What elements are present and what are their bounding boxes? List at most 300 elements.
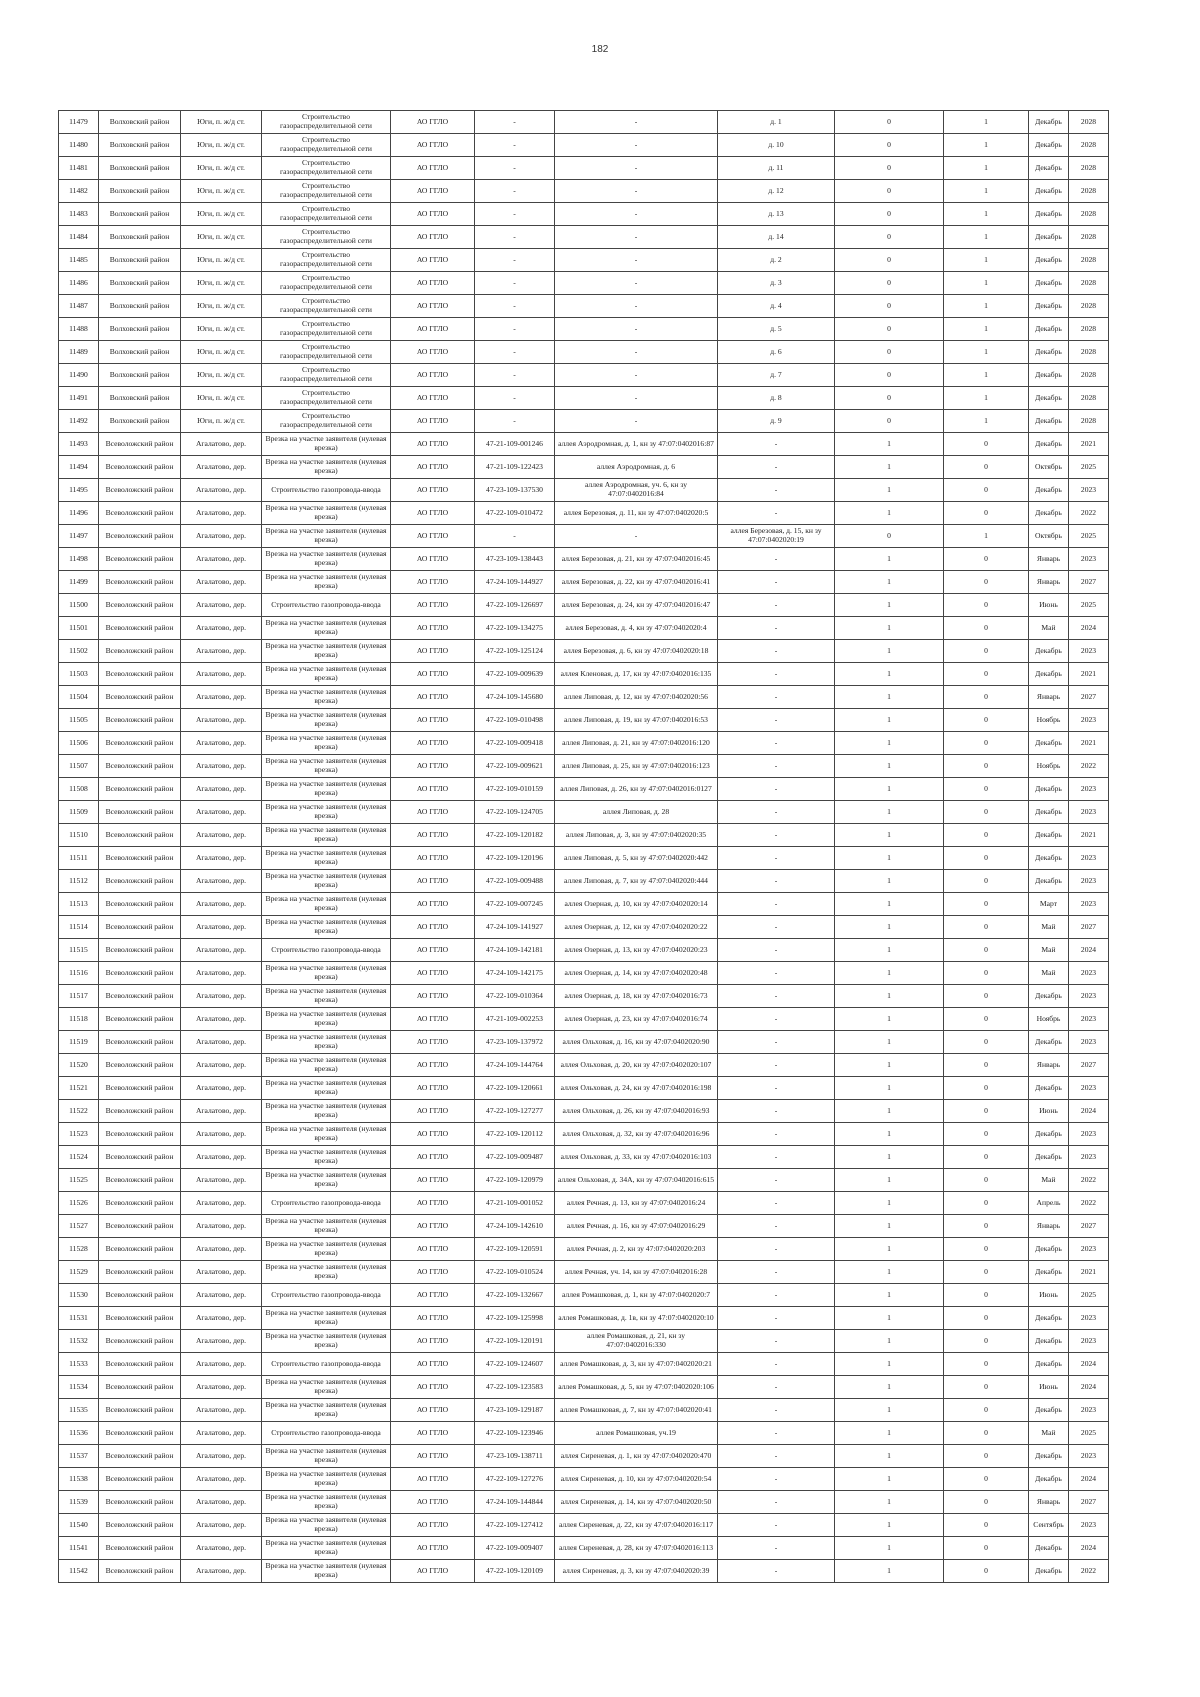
count-b-cell: 1	[944, 410, 1029, 433]
count-b-cell: 0	[944, 617, 1029, 640]
address-cell: аллея Березовая, д. 11, кн зу 47:07:0402020:5	[555, 502, 718, 525]
year-cell: 2023	[1069, 847, 1109, 870]
month-cell: Декабрь	[1029, 134, 1069, 157]
district-cell: Всеволожский район	[99, 1537, 181, 1560]
table-row	[59, 1514, 1109, 1537]
organization-cell: АО ГГЛО	[391, 525, 475, 548]
table-row	[59, 1399, 1109, 1422]
count-b-cell: 0	[944, 1192, 1029, 1215]
settlement-cell: Агалатово, дер.	[181, 1353, 262, 1376]
contract-number-cell: 47-24-109-142610	[475, 1215, 555, 1238]
contract-number-cell: 47-22-109-134275	[475, 617, 555, 640]
district-cell: Всеволожский район	[99, 1284, 181, 1307]
district-cell: Всеволожский район	[99, 1514, 181, 1537]
object-address-cell: -	[718, 1491, 835, 1514]
count-a-cell: 0	[835, 295, 944, 318]
organization-cell: АО ГГЛО	[391, 249, 475, 272]
organization-cell: АО ГГЛО	[391, 594, 475, 617]
year-cell: 2021	[1069, 433, 1109, 456]
work-type-cell: Строительство газопровода-ввода	[262, 1192, 391, 1215]
contract-number-cell: 47-23-109-129187	[475, 1399, 555, 1422]
contract-number-cell: 47-21-109-001246	[475, 433, 555, 456]
address-cell: аллея Ольховая, д. 34А, кн зу 47:07:0402016:615	[555, 1169, 718, 1192]
row-number-cell: 11542	[59, 1560, 99, 1583]
settlement-cell: Агалатово, дер.	[181, 525, 262, 548]
district-cell: Всеволожский район	[99, 1169, 181, 1192]
settlement-cell: Юги, п. ж/д ст.	[181, 157, 262, 180]
work-type-cell: Строительство газораспределительной сети	[262, 203, 391, 226]
year-cell: 2028	[1069, 387, 1109, 410]
contract-number-cell: 47-22-109-009487	[475, 1146, 555, 1169]
settlement-cell: Агалатово, дер.	[181, 686, 262, 709]
address-cell: аллея Липовая, д. 19, кн зу 47:07:0402016:53	[555, 709, 718, 732]
object-address-cell: -	[718, 479, 835, 502]
organization-cell: АО ГГЛО	[391, 1468, 475, 1491]
year-cell: 2025	[1069, 525, 1109, 548]
year-cell: 2023	[1069, 1330, 1109, 1353]
table-row	[59, 1215, 1109, 1238]
district-cell: Всеволожский район	[99, 755, 181, 778]
contract-number-cell: -	[475, 364, 555, 387]
settlement-cell: Агалатово, дер.	[181, 1100, 262, 1123]
settlement-cell: Юги, п. ж/д ст.	[181, 341, 262, 364]
row-number-cell: 11524	[59, 1146, 99, 1169]
work-type-cell: Врезка на участке заявителя (нулевая врезка)	[262, 456, 391, 479]
table-row	[59, 249, 1109, 272]
settlement-cell: Агалатово, дер.	[181, 732, 262, 755]
object-address-cell: д. 12	[718, 180, 835, 203]
work-type-cell: Врезка на участке заявителя (нулевая врезка)	[262, 893, 391, 916]
count-a-cell: 1	[835, 502, 944, 525]
table-row	[59, 1261, 1109, 1284]
organization-cell: АО ГГЛО	[391, 1123, 475, 1146]
district-cell: Всеволожский район	[99, 502, 181, 525]
work-type-cell: Врезка на участке заявителя (нулевая врезка)	[262, 870, 391, 893]
row-number-cell: 11531	[59, 1307, 99, 1330]
organization-cell: АО ГГЛО	[391, 180, 475, 203]
table-row	[59, 870, 1109, 893]
row-number-cell: 11516	[59, 962, 99, 985]
contract-number-cell: -	[475, 157, 555, 180]
month-cell: Ноябрь	[1029, 755, 1069, 778]
settlement-cell: Агалатово, дер.	[181, 1215, 262, 1238]
year-cell: 2024	[1069, 617, 1109, 640]
organization-cell: АО ГГЛО	[391, 801, 475, 824]
organization-cell: АО ГГЛО	[391, 1330, 475, 1353]
count-b-cell: 0	[944, 847, 1029, 870]
settlement-cell: Юги, п. ж/д ст.	[181, 295, 262, 318]
row-number-cell: 11506	[59, 732, 99, 755]
table-row	[59, 801, 1109, 824]
address-cell: -	[555, 341, 718, 364]
settlement-cell: Агалатово, дер.	[181, 479, 262, 502]
object-address-cell: -	[718, 824, 835, 847]
district-cell: Всеволожский район	[99, 663, 181, 686]
district-cell: Всеволожский район	[99, 801, 181, 824]
organization-cell: АО ГГЛО	[391, 226, 475, 249]
organization-cell: АО ГГЛО	[391, 134, 475, 157]
count-a-cell: 0	[835, 134, 944, 157]
table-row	[59, 502, 1109, 525]
month-cell: Январь	[1029, 548, 1069, 571]
settlement-cell: Агалатово, дер.	[181, 962, 262, 985]
year-cell: 2028	[1069, 295, 1109, 318]
organization-cell: АО ГГЛО	[391, 295, 475, 318]
count-b-cell: 0	[944, 1468, 1029, 1491]
settlement-cell: Агалатово, дер.	[181, 1284, 262, 1307]
year-cell: 2027	[1069, 686, 1109, 709]
month-cell: Июнь	[1029, 1100, 1069, 1123]
work-type-cell: Врезка на участке заявителя (нулевая врезка)	[262, 962, 391, 985]
table-row	[59, 1330, 1109, 1353]
district-cell: Всеволожский район	[99, 433, 181, 456]
contract-number-cell: 47-21-109-001052	[475, 1192, 555, 1215]
year-cell: 2023	[1069, 1514, 1109, 1537]
count-b-cell: 0	[944, 456, 1029, 479]
month-cell: Октябрь	[1029, 525, 1069, 548]
settlement-cell: Агалатово, дер.	[181, 1468, 262, 1491]
work-type-cell: Врезка на участке заявителя (нулевая врезка)	[262, 1376, 391, 1399]
organization-cell: АО ГГЛО	[391, 1422, 475, 1445]
count-b-cell: 0	[944, 1123, 1029, 1146]
table-row	[59, 1307, 1109, 1330]
row-number-cell: 11486	[59, 272, 99, 295]
object-address-cell: -	[718, 686, 835, 709]
count-b-cell: 0	[944, 663, 1029, 686]
month-cell: Декабрь	[1029, 1307, 1069, 1330]
table-row	[59, 318, 1109, 341]
table-row	[59, 548, 1109, 571]
district-cell: Всеволожский район	[99, 893, 181, 916]
contract-number-cell: 47-23-109-137972	[475, 1031, 555, 1054]
contract-number-cell: 47-23-109-137530	[475, 479, 555, 502]
district-cell: Всеволожский район	[99, 1353, 181, 1376]
object-address-cell: -	[718, 617, 835, 640]
year-cell: 2023	[1069, 1008, 1109, 1031]
object-address-cell: -	[718, 1422, 835, 1445]
month-cell: Декабрь	[1029, 111, 1069, 134]
organization-cell: АО ГГЛО	[391, 640, 475, 663]
address-cell: аллея Липовая, д. 28	[555, 801, 718, 824]
district-cell: Всеволожский район	[99, 916, 181, 939]
year-cell: 2023	[1069, 801, 1109, 824]
table-row	[59, 226, 1109, 249]
month-cell: Январь	[1029, 1491, 1069, 1514]
address-cell: аллея Ромашковая, уч.19	[555, 1422, 718, 1445]
settlement-cell: Юги, п. ж/д ст.	[181, 180, 262, 203]
month-cell: Декабрь	[1029, 295, 1069, 318]
count-b-cell: 0	[944, 893, 1029, 916]
count-a-cell: 1	[835, 433, 944, 456]
district-cell: Всеволожский район	[99, 1215, 181, 1238]
organization-cell: АО ГГЛО	[391, 111, 475, 134]
table-row	[59, 1146, 1109, 1169]
row-number-cell: 11508	[59, 778, 99, 801]
work-type-cell: Врезка на участке заявителя (нулевая врезка)	[262, 1468, 391, 1491]
contract-number-cell: 47-22-109-120979	[475, 1169, 555, 1192]
address-cell: аллея Березовая, д. 4, кн зу 47:07:0402020:4	[555, 617, 718, 640]
year-cell: 2028	[1069, 180, 1109, 203]
settlement-cell: Агалатово, дер.	[181, 502, 262, 525]
count-b-cell: 0	[944, 1399, 1029, 1422]
object-address-cell: д. 2	[718, 249, 835, 272]
organization-cell: АО ГГЛО	[391, 617, 475, 640]
count-b-cell: 0	[944, 1445, 1029, 1468]
row-number-cell: 11514	[59, 916, 99, 939]
count-a-cell: 0	[835, 341, 944, 364]
object-address-cell: -	[718, 985, 835, 1008]
table-row	[59, 916, 1109, 939]
count-b-cell: 0	[944, 1238, 1029, 1261]
organization-cell: АО ГГЛО	[391, 203, 475, 226]
row-number-cell: 11538	[59, 1468, 99, 1491]
row-number-cell: 11533	[59, 1353, 99, 1376]
count-b-cell: 0	[944, 1422, 1029, 1445]
row-number-cell: 11535	[59, 1399, 99, 1422]
year-cell: 2023	[1069, 1123, 1109, 1146]
year-cell: 2022	[1069, 1169, 1109, 1192]
table-row	[59, 525, 1109, 548]
district-cell: Всеволожский район	[99, 1491, 181, 1514]
address-cell: -	[555, 272, 718, 295]
count-a-cell: 1	[835, 1422, 944, 1445]
settlement-cell: Агалатово, дер.	[181, 548, 262, 571]
work-type-cell: Строительство газораспределительной сети	[262, 226, 391, 249]
table-row	[59, 640, 1109, 663]
row-number-cell: 11521	[59, 1077, 99, 1100]
object-address-cell: -	[718, 1100, 835, 1123]
month-cell: Ноябрь	[1029, 709, 1069, 732]
organization-cell: АО ГГЛО	[391, 318, 475, 341]
organization-cell: АО ГГЛО	[391, 824, 475, 847]
work-type-cell: Врезка на участке заявителя (нулевая врезка)	[262, 571, 391, 594]
month-cell: Декабрь	[1029, 157, 1069, 180]
settlement-cell: Агалатово, дер.	[181, 1238, 262, 1261]
address-cell: аллея Ромашковая, д. 5, кн зу 47:07:0402020:106	[555, 1376, 718, 1399]
month-cell: Апрель	[1029, 1192, 1069, 1215]
table-row	[59, 134, 1109, 157]
address-cell: -	[555, 134, 718, 157]
row-number-cell: 11489	[59, 341, 99, 364]
month-cell: Декабрь	[1029, 203, 1069, 226]
district-cell: Волховский район	[99, 111, 181, 134]
month-cell: Декабрь	[1029, 318, 1069, 341]
year-cell: 2021	[1069, 1261, 1109, 1284]
count-a-cell: 1	[835, 1215, 944, 1238]
work-type-cell: Строительство газораспределительной сети	[262, 180, 391, 203]
district-cell: Всеволожский район	[99, 1307, 181, 1330]
month-cell: Декабрь	[1029, 1468, 1069, 1491]
settlement-cell: Агалатово, дер.	[181, 916, 262, 939]
district-cell: Всеволожский район	[99, 709, 181, 732]
work-type-cell: Врезка на участке заявителя (нулевая врезка)	[262, 985, 391, 1008]
count-a-cell: 0	[835, 387, 944, 410]
count-b-cell: 0	[944, 1100, 1029, 1123]
count-b-cell: 0	[944, 640, 1029, 663]
count-a-cell: 0	[835, 157, 944, 180]
organization-cell: АО ГГЛО	[391, 1100, 475, 1123]
work-type-cell: Строительство газопровода-ввода	[262, 479, 391, 502]
table-row	[59, 1008, 1109, 1031]
address-cell: аллея Аэродромная, д. 6	[555, 456, 718, 479]
settlement-cell: Юги, п. ж/д ст.	[181, 249, 262, 272]
table-row	[59, 157, 1109, 180]
object-address-cell: -	[718, 594, 835, 617]
settlement-cell: Агалатово, дер.	[181, 1054, 262, 1077]
row-number-cell: 11498	[59, 548, 99, 571]
district-cell: Волховский район	[99, 157, 181, 180]
object-address-cell: -	[718, 709, 835, 732]
count-b-cell: 0	[944, 1330, 1029, 1353]
row-number-cell: 11493	[59, 433, 99, 456]
settlement-cell: Агалатово, дер.	[181, 755, 262, 778]
work-type-cell: Врезка на участке заявителя (нулевая врезка)	[262, 1054, 391, 1077]
address-cell: аллея Березовая, д. 6, кн зу 47:07:0402020:18	[555, 640, 718, 663]
year-cell: 2028	[1069, 203, 1109, 226]
month-cell: Декабрь	[1029, 479, 1069, 502]
organization-cell: АО ГГЛО	[391, 1031, 475, 1054]
work-type-cell: Врезка на участке заявителя (нулевая врезка)	[262, 1146, 391, 1169]
month-cell: Декабрь	[1029, 1445, 1069, 1468]
row-number-cell: 11505	[59, 709, 99, 732]
address-cell: -	[555, 387, 718, 410]
contract-number-cell: 47-23-109-138711	[475, 1445, 555, 1468]
year-cell: 2022	[1069, 502, 1109, 525]
contract-number-cell: -	[475, 318, 555, 341]
object-address-cell: -	[718, 548, 835, 571]
count-b-cell: 0	[944, 916, 1029, 939]
count-a-cell: 1	[835, 1238, 944, 1261]
contract-number-cell: -	[475, 180, 555, 203]
address-cell: -	[555, 111, 718, 134]
work-type-cell: Строительство газораспределительной сети	[262, 111, 391, 134]
row-number-cell: 11483	[59, 203, 99, 226]
district-cell: Всеволожский район	[99, 1238, 181, 1261]
count-a-cell: 1	[835, 824, 944, 847]
organization-cell: АО ГГЛО	[391, 1215, 475, 1238]
address-cell: аллея Березовая, д. 21, кн зу 47:07:0402016:45	[555, 548, 718, 571]
month-cell: Декабрь	[1029, 433, 1069, 456]
contract-number-cell: -	[475, 134, 555, 157]
count-a-cell: 1	[835, 640, 944, 663]
table-row	[59, 778, 1109, 801]
contract-number-cell: 47-24-109-144764	[475, 1054, 555, 1077]
contract-number-cell: 47-22-109-127277	[475, 1100, 555, 1123]
address-cell: аллея Ольховая, д. 33, кн зу 47:07:0402016:103	[555, 1146, 718, 1169]
address-cell: аллея Липовая, д. 12, кн зу 47:07:0402020:56	[555, 686, 718, 709]
district-cell: Волховский район	[99, 272, 181, 295]
work-type-cell: Врезка на участке заявителя (нулевая врезка)	[262, 1100, 391, 1123]
count-a-cell: 1	[835, 686, 944, 709]
object-address-cell: -	[718, 1169, 835, 1192]
object-address-cell: -	[718, 1537, 835, 1560]
count-b-cell: 0	[944, 801, 1029, 824]
work-type-cell: Врезка на участке заявителя (нулевая врезка)	[262, 709, 391, 732]
month-cell: Декабрь	[1029, 1330, 1069, 1353]
settlement-cell: Юги, п. ж/д ст.	[181, 203, 262, 226]
contract-number-cell: 47-22-109-132667	[475, 1284, 555, 1307]
work-type-cell: Строительство газораспределительной сети	[262, 157, 391, 180]
district-cell: Всеволожский район	[99, 1422, 181, 1445]
month-cell: Январь	[1029, 686, 1069, 709]
row-number-cell: 11518	[59, 1008, 99, 1031]
work-type-cell: Врезка на участке заявителя (нулевая врезка)	[262, 686, 391, 709]
work-type-cell: Врезка на участке заявителя (нулевая врезка)	[262, 778, 391, 801]
year-cell: 2028	[1069, 134, 1109, 157]
row-number-cell: 11509	[59, 801, 99, 824]
settlement-cell: Агалатово, дер.	[181, 1330, 262, 1353]
table-row	[59, 341, 1109, 364]
row-number-cell: 11504	[59, 686, 99, 709]
work-type-cell: Врезка на участке заявителя (нулевая врезка)	[262, 1215, 391, 1238]
work-type-cell: Врезка на участке заявителя (нулевая врезка)	[262, 1537, 391, 1560]
object-address-cell: д. 13	[718, 203, 835, 226]
address-cell: аллея Сиреневая, д. 14, кн зу 47:07:0402020:50	[555, 1491, 718, 1514]
work-type-cell: Врезка на участке заявителя (нулевая врезка)	[262, 1077, 391, 1100]
count-a-cell: 1	[835, 1353, 944, 1376]
object-address-cell: -	[718, 1031, 835, 1054]
contract-number-cell: 47-23-109-138443	[475, 548, 555, 571]
address-cell: -	[555, 525, 718, 548]
address-cell: аллея Липовая, д. 7, кн зу 47:07:0402020:444	[555, 870, 718, 893]
year-cell: 2024	[1069, 1353, 1109, 1376]
work-type-cell: Врезка на участке заявителя (нулевая врезка)	[262, 433, 391, 456]
object-address-cell: -	[718, 916, 835, 939]
district-cell: Всеволожский район	[99, 594, 181, 617]
month-cell: Декабрь	[1029, 732, 1069, 755]
object-address-cell: -	[718, 1284, 835, 1307]
year-cell: 2024	[1069, 1100, 1109, 1123]
work-type-cell: Врезка на участке заявителя (нулевая врезка)	[262, 1008, 391, 1031]
settlement-cell: Агалатово, дер.	[181, 640, 262, 663]
object-address-cell: д. 9	[718, 410, 835, 433]
count-b-cell: 0	[944, 1284, 1029, 1307]
month-cell: Декабрь	[1029, 1261, 1069, 1284]
month-cell: Май	[1029, 916, 1069, 939]
count-b-cell: 0	[944, 1008, 1029, 1031]
contract-number-cell: 47-24-109-142175	[475, 962, 555, 985]
organization-cell: АО ГГЛО	[391, 755, 475, 778]
year-cell: 2021	[1069, 824, 1109, 847]
organization-cell: АО ГГЛО	[391, 1146, 475, 1169]
address-cell: аллея Ромашковая, д. 1в, кн зу 47:07:0402020:10	[555, 1307, 718, 1330]
count-a-cell: 1	[835, 1031, 944, 1054]
district-cell: Всеволожский район	[99, 1399, 181, 1422]
address-cell: аллея Речная, д. 2, кн зу 47:07:0402020:203	[555, 1238, 718, 1261]
row-number-cell: 11528	[59, 1238, 99, 1261]
count-b-cell: 0	[944, 870, 1029, 893]
table-row	[59, 180, 1109, 203]
work-type-cell: Строительство газопровода-ввода	[262, 1284, 391, 1307]
address-cell: аллея Березовая, д. 22, кн зу 47:07:0402016:41	[555, 571, 718, 594]
row-number-cell: 11520	[59, 1054, 99, 1077]
address-cell: аллея Липовая, д. 26, кн зу 47:07:0402016:0127	[555, 778, 718, 801]
table-row	[59, 939, 1109, 962]
row-number-cell: 11481	[59, 157, 99, 180]
object-address-cell: д. 1	[718, 111, 835, 134]
year-cell: 2024	[1069, 1468, 1109, 1491]
object-address-cell: -	[718, 640, 835, 663]
contract-number-cell: 47-22-109-124705	[475, 801, 555, 824]
object-address-cell: -	[718, 962, 835, 985]
month-cell: Декабрь	[1029, 1123, 1069, 1146]
district-cell: Всеволожский район	[99, 1054, 181, 1077]
contract-number-cell: 47-22-109-123583	[475, 1376, 555, 1399]
count-b-cell: 0	[944, 1054, 1029, 1077]
count-a-cell: 1	[835, 456, 944, 479]
object-address-cell: -	[718, 1468, 835, 1491]
count-a-cell: 1	[835, 1307, 944, 1330]
